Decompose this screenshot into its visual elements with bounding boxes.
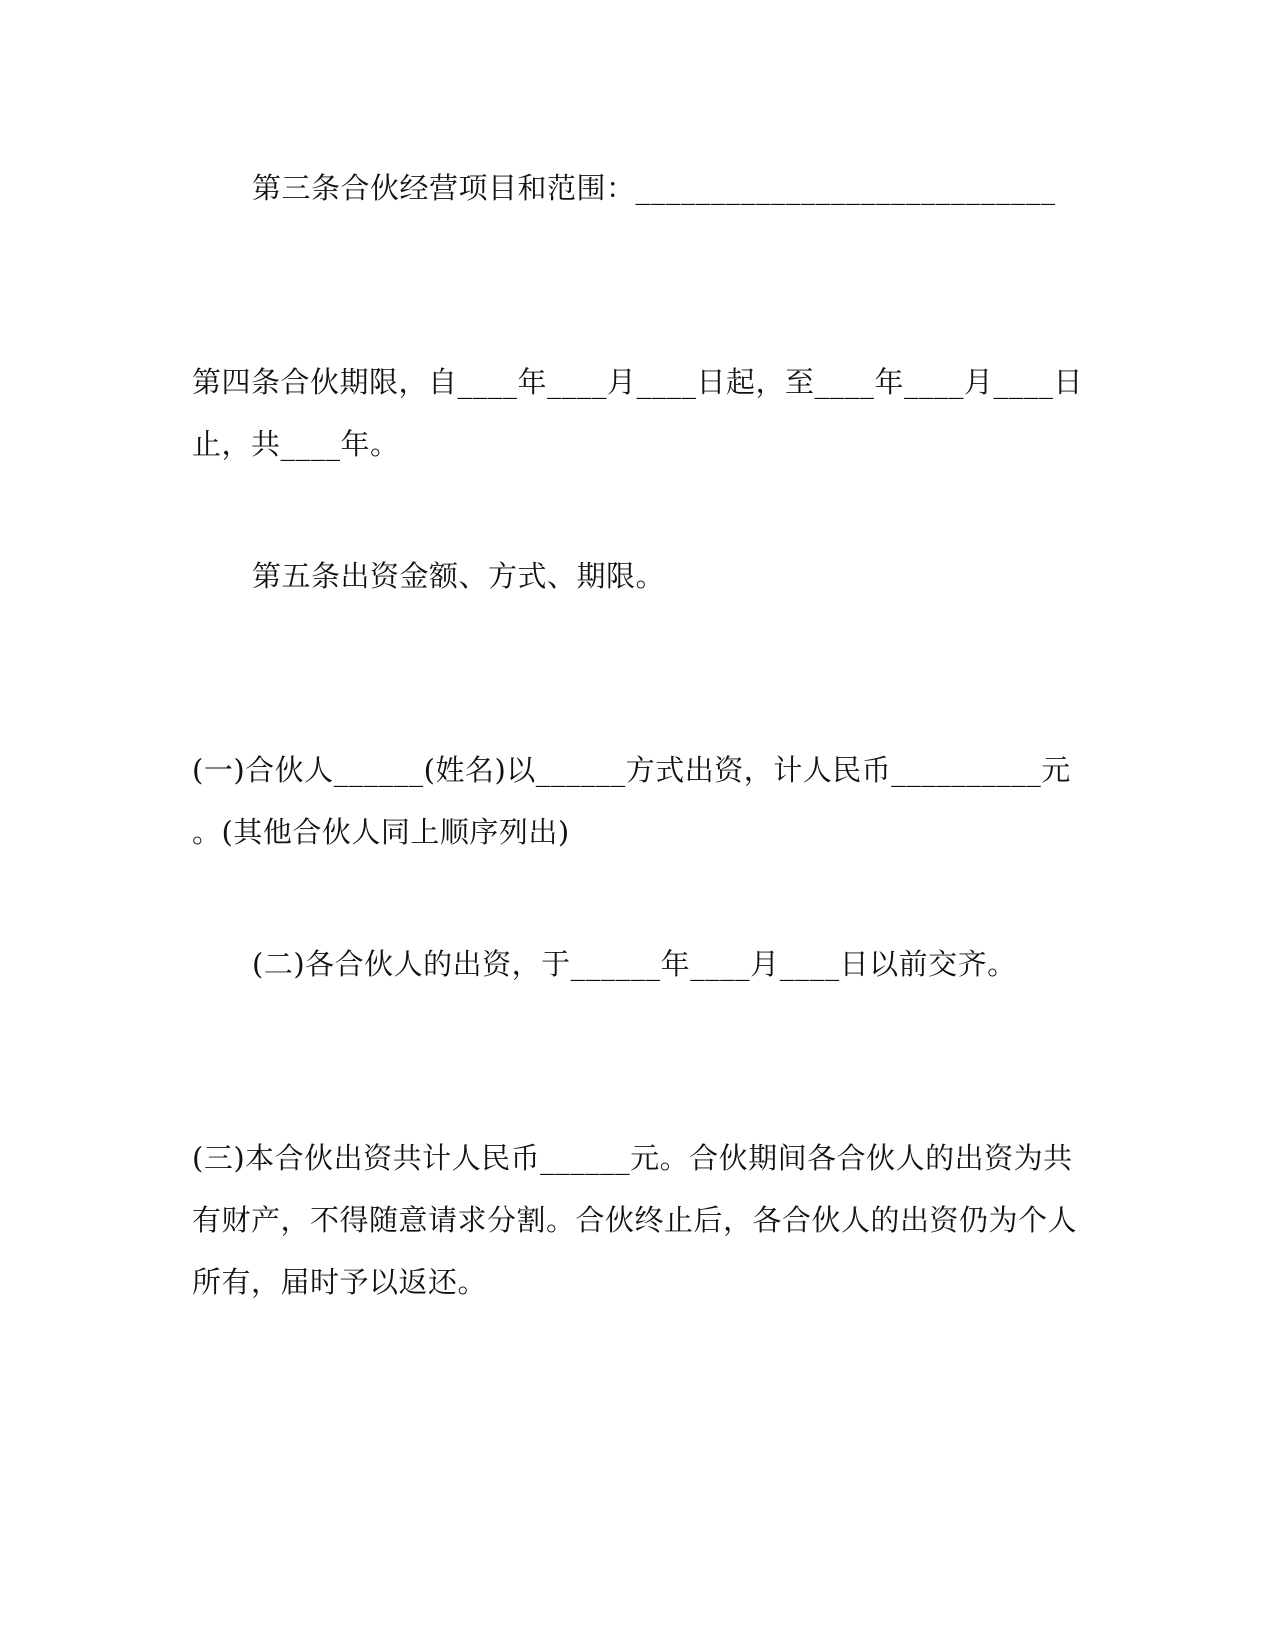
article-4-term-line-1: 第四条合伙期限，自____年____月____日起，至____年____月____日	[192, 365, 1084, 399]
item-3-line-2: 有财产，不得随意请求分割。合伙终止后，各合伙人的出资仍为个人	[192, 1203, 1078, 1237]
item-3-line-3: 所有，届时予以返还。	[192, 1265, 488, 1299]
article-5-title: 第五条出资金额、方式、期限。	[252, 559, 666, 593]
article-4-term-line-2: 止，共____年。	[192, 427, 400, 461]
article-3-business-scope: 第三条合伙经营项目和范围：____________________________	[252, 171, 1056, 205]
item-2-contribution-deadline: (二)各合伙人的出资，于______年____月____日以前交齐。	[252, 947, 1017, 981]
item-3-line-1: (三)本合伙出资共计人民币______元。合伙期间各合伙人的出资为共	[192, 1141, 1073, 1175]
item-1-line-2: 。(其他合伙人同上顺序列出)	[192, 815, 570, 849]
item-1-line-1: (一)合伙人______(姓名)以______方式出资，计人民币__________元	[192, 753, 1071, 787]
